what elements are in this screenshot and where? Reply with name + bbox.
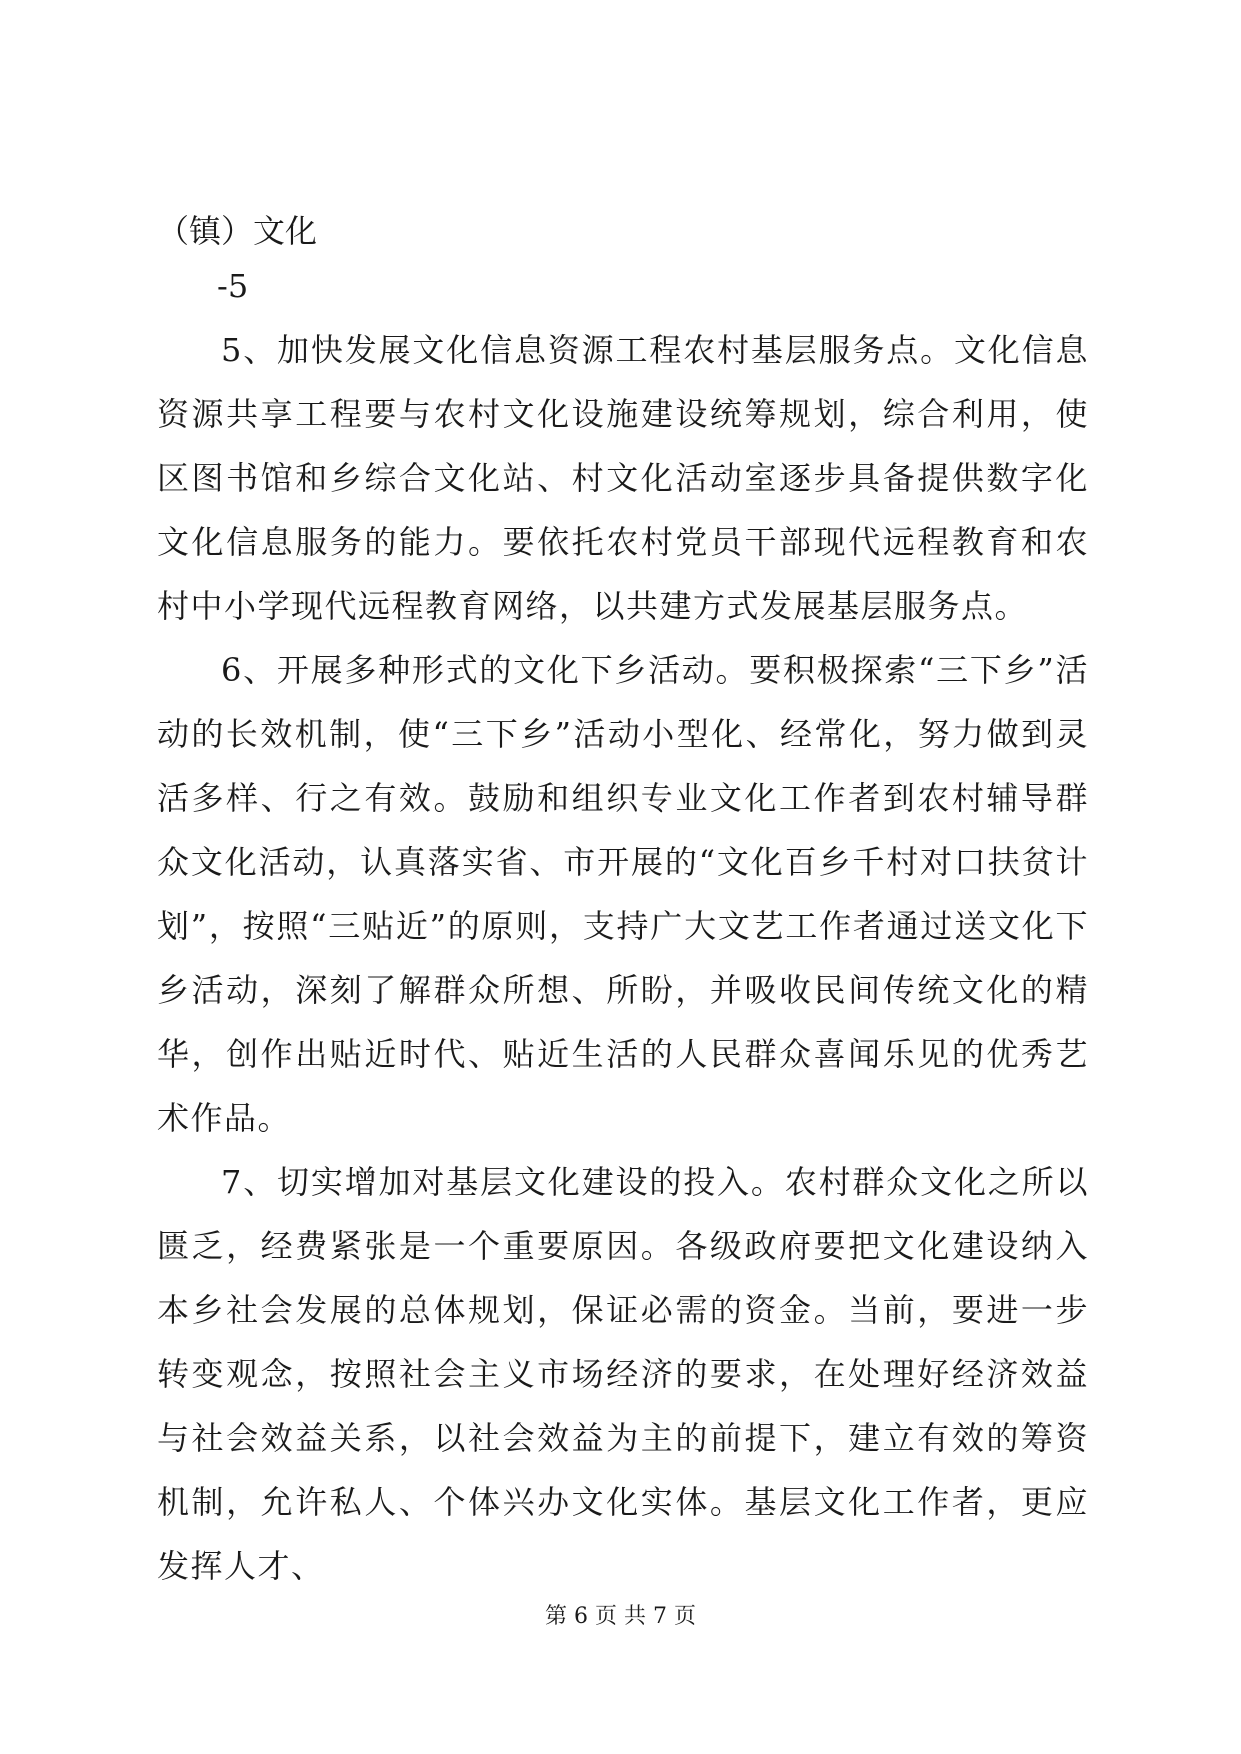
fragment-number-line: -5 [217,267,249,305]
paragraph-6: 6、开展多种形式的文化下乡活动。要积极探索“三下乡”活动的长效机制，使“三下乡”活动小型化、经常化，努力做到灵活多样、行之有效。鼓励和组织专业文化工作者到农村辅导群众文化活动，认真落实省、市开展的“文化百乡千村对口扶贫计划”，按照“三贴近”的原则，支持广大文艺工作者通过送文化下乡活动，深刻了解群众所想、所盼，并吸收民间传统文化的精华，创作出贴近时代、贴近生活的人民群众喜闻乐见的优秀艺术作品。 [157,651,1089,1137]
body-text [157,318,1089,1598]
page-footer: 第 6 页 共 7 页 [545,1604,696,1629]
paragraph-7: 7、切实增加对基层文化建设的投入。农村群众文化之所以匮乏，经费紧张是一个重要原因。各级政府要把文化建设纳入本乡社会发展的总体规划，保证必需的资金。当前，要进一步转变观念，按照社会主义市场经济的要求，在处理好经济效益与社会效益关系，以社会效益为主的前提下，建立有效的筹资机制，允许私人、个体兴办文化实体。基层文化工作者，更应发挥人才、 [157,1163,1089,1585]
fragment-title-line: （镇）文化 [157,212,318,250]
paragraph-5: 5、加快发展文化信息资源工程农村基层服务点。文化信息资源共享工程要与农村文化设施建设统筹规划，综合利用，使区图书馆和乡综合文化站、村文化活动室逐步具备提供数字化文化信息服务的能力。要依托农村党员干部现代远程教育和农村中小学现代远程教育网络，以共建方式发展基层服务点。 [157,331,1089,625]
